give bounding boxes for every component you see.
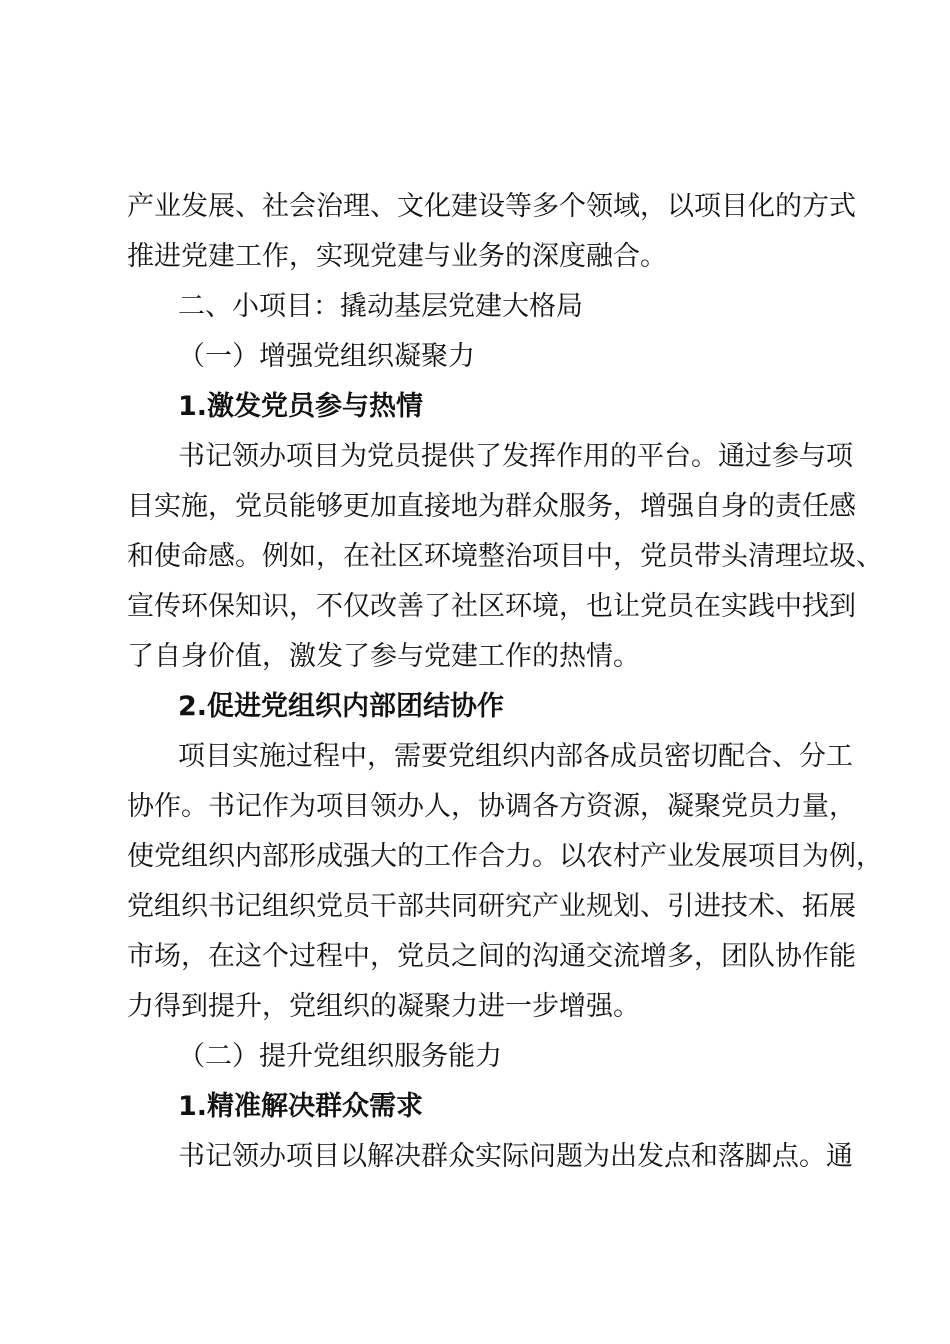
paragraph-text-line: 书记领办项目为党员提供了发挥作用的平台。通过参与项: [178, 441, 853, 472]
paragraph-text-line: 力得到提升，党组织的凝聚力进一步增强。: [127, 991, 640, 1022]
subsection-heading: （二）提升党组织服务能力: [178, 1041, 502, 1072]
paragraph-text-line: 目实施，党员能够更加直接地为群众服务，增强自身的责任感: [127, 491, 856, 522]
paragraph-text-line: 产业发展、社会治理、文化建设等多个领域，以项目化的方式: [127, 191, 856, 222]
paragraph-text-line: 书记领办项目以解决群众实际问题为出发点和落脚点。通: [178, 1141, 853, 1172]
section-heading: 二、小项目：撬动基层党建大格局: [178, 291, 583, 322]
item-heading: 1.精准解决群众需求: [178, 1091, 424, 1122]
subsection-heading: （一）增强党组织凝聚力: [178, 341, 475, 372]
paragraph-text-line: 推进党建工作，实现党建与业务的深度融合。: [127, 241, 667, 272]
item-heading: 2.促进党组织内部团结协作: [178, 691, 505, 722]
paragraph-text-line: 了自身价值，激发了参与党建工作的热情。: [127, 641, 640, 672]
paragraph-text-line: 和使命感。例如，在社区环境整治项目中，党员带头清理垃圾、: [127, 541, 883, 572]
paragraph-text-line: 项目实施过程中，需要党组织内部各成员密切配合、分工: [178, 741, 853, 772]
paragraph-text-line: 市场，在这个过程中，党员之间的沟通交流增多，团队协作能: [127, 941, 856, 972]
paragraph-text-line: 宣传环保知识，不仅改善了社区环境，也让党员在实践中找到: [127, 591, 856, 622]
item-heading: 1.激发党员参与热情: [178, 391, 424, 422]
paragraph-text-line: 党组织书记组织党员干部共同研究产业规划、引进技术、拓展: [127, 891, 856, 922]
paragraph-text-line: 协作。书记作为项目领办人，协调各方资源，凝聚党员力量，: [127, 791, 856, 822]
paragraph-text-line: 使党组织内部形成强大的工作合力。以农村产业发展项目为例，: [127, 841, 883, 872]
